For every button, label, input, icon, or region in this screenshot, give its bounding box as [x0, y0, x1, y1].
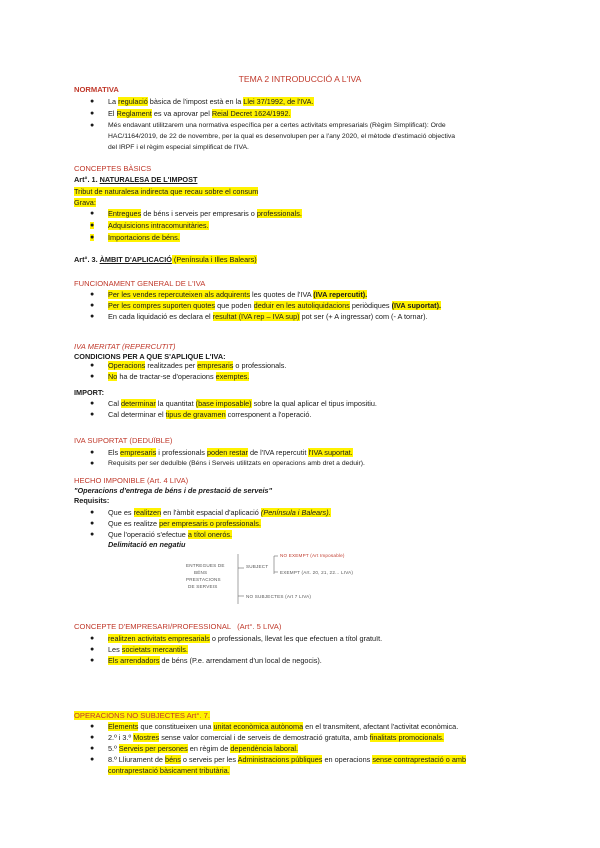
section-heading-conceptes: CONCEPTES BÀSICS: [74, 164, 152, 173]
requisit-item: Que es realitze per empresaris o professionals.: [108, 519, 261, 528]
section-heading-hecho: HECHO IMPONIBLE (Art. 4 LIVA): [74, 476, 189, 485]
bullet-icon: ●: [90, 734, 95, 741]
bullet-icon: ●: [90, 98, 95, 105]
bullet-icon: ●: [90, 723, 95, 730]
article-1-heading: Art°. 1. NATURALESA DE L'IMPOST: [74, 175, 198, 184]
grava-label: Grava:: [74, 198, 96, 207]
empresari-item: Els arrendadors de béns (P.e. arrendament d'un local de negocis).: [108, 656, 322, 665]
funcionament-item: Per les vendes repercuteixen als adquirents les quotes de l'IVA (IVA repercutit).: [108, 290, 368, 299]
bullet-icon: ●: [90, 460, 95, 467]
bullet-icon: ●: [90, 509, 95, 516]
grava-item: Adquisicions intracomunitàries.: [108, 221, 209, 230]
diagram-left-label: BÉNS: [194, 570, 208, 575]
section-heading-funcionament: FUNCIONAMENT GENERAL DE L'IVA: [74, 279, 206, 288]
normativa-item-continued: del IRPF i el règim especial simplificat de l'IVA.: [108, 144, 249, 151]
bullet-icon: ●: [90, 222, 95, 229]
condicions-heading: CONDICIONS PER A QUE S'APLIQUE L'IVA:: [74, 352, 226, 361]
bullet-icon: ●: [90, 110, 95, 117]
section-heading-meritat: IVA MERITAT (REPERCUTIT): [74, 342, 176, 351]
diagram-left-label: PRESTACIONS: [186, 577, 221, 582]
normativa-item: El Reglament es va aprovar pel Reial Decret 1624/1992.: [108, 109, 291, 118]
requisit-item: Que l'operació s'efectue a títol onerós.: [108, 530, 233, 539]
bullet-icon: ●: [90, 302, 95, 309]
import-item: Cal determinar la quantitat (base imposable) sobre la qual aplicar el tipus impositiu.: [108, 399, 377, 408]
funcionament-item: Per les compres suporten quotes que poden deduir en les autoliquidacions periòdiques (IVA suportat).: [108, 301, 442, 310]
requisits-heading: Requisits:: [74, 496, 110, 505]
normativa-item-continued: HAC/1164/2019, de 22 de novembre, per la qual es desenvolupen per a l'any 2020, el mètode d'estimació objectiva: [108, 133, 456, 140]
condicio-item: Operacions realitzades per empresaris o professionals.: [108, 361, 287, 370]
bullet-icon: ●: [90, 646, 95, 653]
tribut-definition: Tribut de naturalesa indirecta que recau sobre el consum: [74, 187, 259, 196]
bullet-icon: ●: [90, 635, 95, 642]
section-heading-concepte: CONCEPTE D'EMPRESARI/PROFESSIONAL (Art°. 5 LIVA): [74, 622, 282, 631]
empresari-item: realitzen activitats empresarials o professionals, llevat les que efectuen a títol gratuït.: [108, 634, 383, 643]
funcionament-item: En cada liquidació es declara el resultat (IVA rep – IVA sup) pot ser (+ A ingressar) com (- A tornar).: [108, 312, 428, 321]
bullet-icon: ●: [90, 756, 95, 763]
bullet-icon: ●: [90, 122, 95, 129]
no-subjecte-item: Elements que constitueixen una unitat econòmica autònoma en el transmitent, afectant l'activitat econòmica.: [108, 722, 459, 731]
delimitacio-label: Delimitació en negatiu: [108, 540, 186, 549]
bullet-icon: ●: [90, 531, 95, 538]
bullet-icon: ●: [90, 449, 95, 456]
import-item: Cal determinar el tipus de gravamen corresponent a l'operació.: [108, 410, 312, 419]
no-subjecte-item-continued: contraprestació bàsicament tributària.: [108, 766, 230, 775]
section-heading-normativa: NORMATIVA: [74, 85, 119, 94]
bullet-icon: ●: [90, 210, 95, 217]
bullet-icon: ●: [90, 362, 95, 369]
diagram-no-subject-label: NO SUBJECTES (Art 7 LIVA): [246, 594, 312, 599]
bullet-icon: ●: [90, 373, 95, 380]
hecho-quote: "Operacions d'entrega de béns i de prestació de serveis": [74, 486, 273, 495]
bullet-icon: ●: [90, 234, 95, 241]
diagram-subject-label: SUBJECT: [246, 564, 269, 569]
section-heading-no-subjectes: OPERACIONS NO SUBJECTES Art°. 7.: [74, 711, 210, 720]
grava-item: Importacions de béns.: [108, 233, 180, 242]
no-subjecte-item: 5.º Serveis per persones en règim de dependència laboral.: [108, 744, 299, 753]
import-heading: IMPORT:: [74, 388, 104, 397]
diagram-exempt-label: EXEMPT (Art. 20, 21, 22... LIVA): [280, 570, 354, 575]
bullet-icon: ●: [90, 657, 95, 664]
grava-item: Entregues de béns i serveis per empresaris o professionals.: [108, 209, 302, 218]
suportat-item: Requisits per ser deduïble (Béns i Serveis utilitzats en operacions amb dret a deduir).: [108, 460, 365, 467]
document-title: TEMA 2 INTRODUCCIÓ A L'IVA: [238, 74, 362, 84]
normativa-item: La regulació bàsica de l'impost està en la Llei 37/1992, de l'IVA.: [108, 97, 314, 106]
bullet-icon: ●: [90, 411, 95, 418]
section-heading-suportat: IVA SUPORTAT (DEDUÏBLE): [74, 436, 173, 445]
suportat-item: Els empresaris i professionals poden restar de l'IVA repercutit l'IVA suportat.: [108, 448, 353, 457]
article-3-heading: Art°. 3. ÀMBIT D'APLICACIÓ (Península i Illes Balears): [74, 255, 257, 264]
bullet-icon: ●: [90, 745, 95, 752]
bullet-icon: ●: [90, 520, 95, 527]
condicio-item: No ha de tractar-se d'operacions exemptes.: [108, 372, 250, 381]
no-subjecte-item: 8.º Lliurament de béns o serveis per les Administracions públiques en operacions sense contraprestació o amb: [108, 755, 467, 764]
no-subjecte-item: 2.º i 3.º Mostres sense valor comercial i de serveis de demostració gratuïta, amb finalitats promocionals.: [108, 733, 444, 742]
diagram-left-label: ENTREGUES DE: [186, 563, 225, 568]
diagram-no-exempt-label: NO EXEMPT (Art Imposable): [280, 553, 345, 558]
bullet-icon: ●: [90, 400, 95, 407]
bullet-icon: ●: [90, 313, 95, 320]
bullet-icon: ●: [90, 291, 95, 298]
requisit-item: Que es realitzen en l'àmbit espacial d'aplicació (Península i Balears).: [108, 508, 331, 517]
empresari-item: Les societats mercantils.: [108, 645, 188, 654]
normativa-item: Més endavant utilitzarem una normativa específica per a certes activitats empresarials (Règim Simplificat): Orde: [108, 122, 446, 129]
diagram-left-label: DE SERVEIS: [188, 584, 218, 589]
